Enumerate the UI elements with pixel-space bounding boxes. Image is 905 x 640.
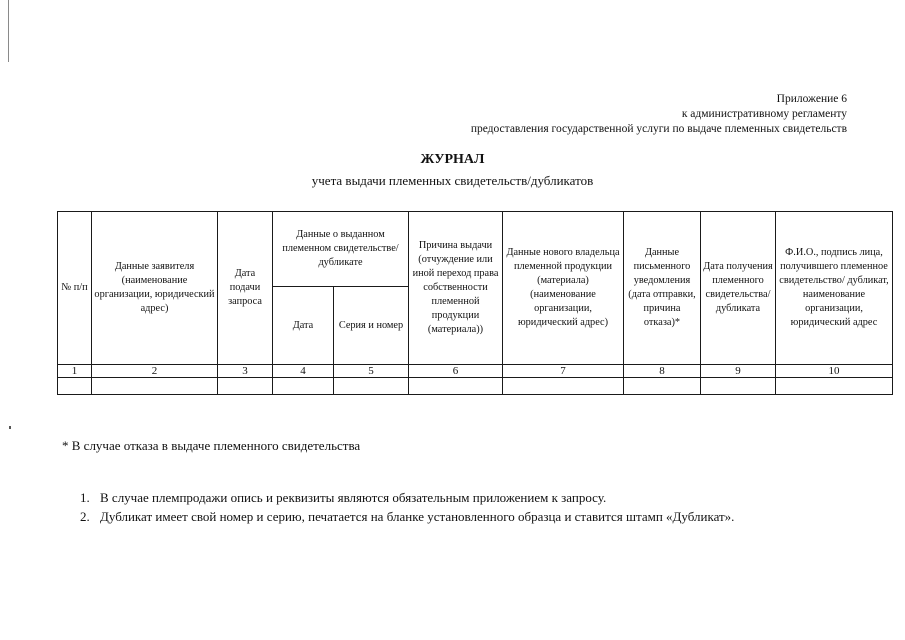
header-col-5-text: Серия и номер xyxy=(338,319,404,331)
column-numbers-row xyxy=(58,365,893,378)
header-col-9-text: Дата получения племенного свидетельства/ дубликата xyxy=(703,261,773,314)
header-col-1 xyxy=(58,212,92,365)
column-number: 1 xyxy=(58,365,92,378)
empty-cell xyxy=(273,378,334,395)
header-col-5 xyxy=(334,287,409,365)
empty-cell xyxy=(624,378,701,395)
header-col-2 xyxy=(92,212,218,365)
note-text: Дубликат имеет свой номер и серию, печатается на бланке установленного образца и ставится штамп «Дубликат». xyxy=(100,509,735,524)
column-number: 3 xyxy=(218,365,273,378)
empty-cell xyxy=(218,378,273,395)
note-item xyxy=(80,488,734,507)
header-col-1-text: № п/п xyxy=(61,282,88,293)
scan-edge-line xyxy=(8,0,9,62)
column-number: 4 xyxy=(273,365,334,378)
header-col-9 xyxy=(701,212,776,365)
header-col-3-text: Дата подачи запроса xyxy=(228,268,262,307)
column-number: 7 xyxy=(503,365,624,378)
empty-cell xyxy=(58,378,92,395)
column-number: 10 xyxy=(776,365,893,378)
header-group-issued-text: Данные о выданном племенном свидетельстве/ дубликате xyxy=(282,229,399,268)
note-number: 2. xyxy=(80,509,90,524)
header-col-8 xyxy=(624,212,701,365)
header-col-8-text: Данные письменного уведомления (дата отправки, причина отказа)* xyxy=(628,247,696,328)
journal-table xyxy=(57,211,893,395)
notes-list xyxy=(80,488,734,526)
footnote: * В случае отказа в выдаче племенного свидетельства xyxy=(62,438,361,453)
header-col-10-text: Ф.И.О., подпись лица, получившего племенное свидетельство/ дубликат, наименование организации, юридический адрес xyxy=(779,247,889,328)
empty-cell xyxy=(92,378,218,395)
empty-row xyxy=(58,378,893,395)
header-col-6-text: Причина выдачи (отчуждение или иной переход права собственности племенной продукции (материала)) xyxy=(412,240,499,335)
header-col-7-text: Данные нового владельца племенной продукции (материала) (наименование организации, юридический адрес) xyxy=(506,247,620,328)
column-number: 2 xyxy=(92,365,218,378)
note-text: В случае племпродажи опись и реквизиты являются обязательным приложением к запросу. xyxy=(100,490,607,505)
header-col-4-text: Дата xyxy=(292,319,314,331)
header-row-1 xyxy=(58,212,893,287)
column-number: 9 xyxy=(701,365,776,378)
header-col-3 xyxy=(218,212,273,365)
appendix-line-1: Приложение 6 xyxy=(776,93,847,105)
header-col-10 xyxy=(776,212,893,365)
note-number: 1. xyxy=(80,490,90,505)
column-number: 5 xyxy=(334,365,409,378)
empty-cell xyxy=(334,378,409,395)
column-number: 8 xyxy=(624,365,701,378)
empty-cell xyxy=(503,378,624,395)
header-col-2-text: Данные заявителя (наименование организации, юридический адрес) xyxy=(94,261,215,314)
appendix-header xyxy=(471,92,847,137)
empty-cell xyxy=(776,378,893,395)
header-col-4 xyxy=(273,287,334,365)
appendix-line-2: к административному регламенту xyxy=(681,108,847,120)
column-number: 6 xyxy=(409,365,503,378)
document-title: ЖУРНАЛ xyxy=(420,152,485,167)
empty-cell xyxy=(409,378,503,395)
header-group-issued xyxy=(273,212,409,287)
appendix-line-3: предоставления государственной услуги по выдаче племенных свидетельств xyxy=(470,123,847,135)
empty-cell xyxy=(701,378,776,395)
header-col-6 xyxy=(409,212,503,365)
scan-speck xyxy=(9,426,11,429)
header-col-7 xyxy=(503,212,624,365)
document-subtitle: учета выдачи племенных свидетельств/дубликатов xyxy=(311,173,594,188)
note-item xyxy=(80,507,734,526)
